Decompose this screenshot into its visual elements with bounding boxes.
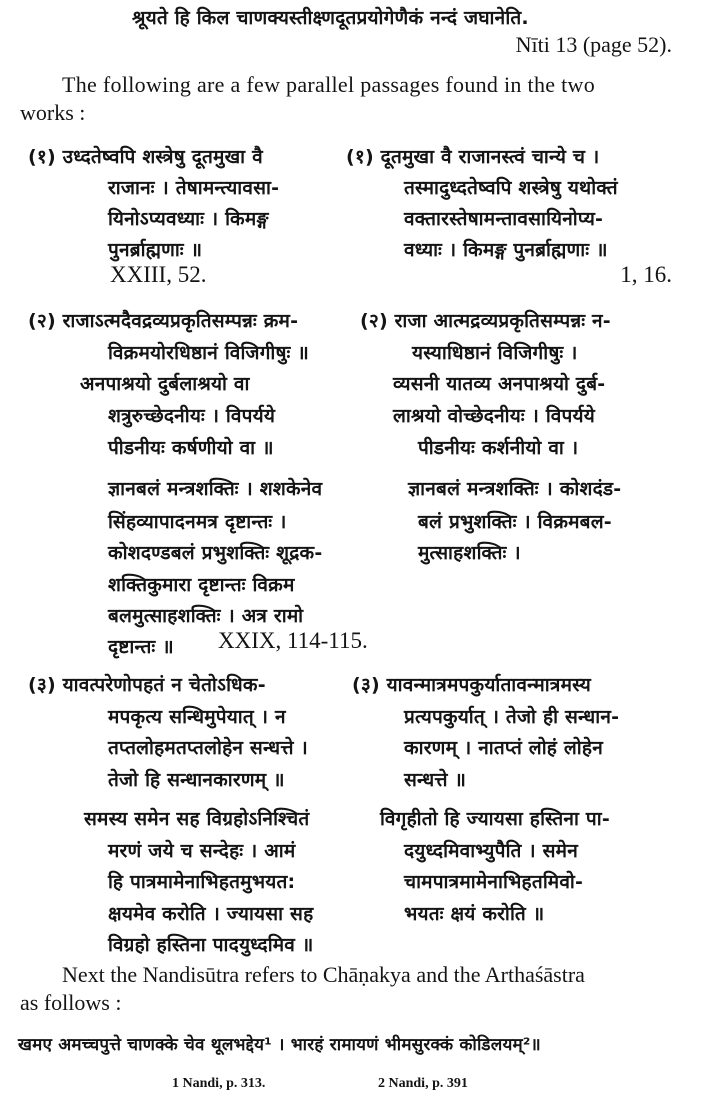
passage-2-right-line: व्यसनी यातव्य अनपाश्रयो दुर्ब-: [393, 373, 606, 395]
passage-3-left-line: तेजो हि सन्धानकारणम् ॥: [108, 769, 285, 791]
passage-1-right-line: (१) दूतमुखा वै राजानस्त्वं चान्ये च ।: [346, 146, 600, 168]
prakrit-quote: खमए अमच्चपुत्ते चाणक्के चेव थूलभद्देय¹ । भारहं रामायणं भीमसुरक्कं कोडिलयम्²॥: [18, 1035, 541, 1055]
passage-2-right-line: यस्याधिष्ठानं विजिगीषुः ।: [412, 342, 578, 364]
passage-3-left-line: तप्तलोहमतप्तलोहेन सन्धत्ते ।: [108, 737, 308, 759]
passage-2-left-line: ज्ञानबलं मन्त्रशक्तिः । शशकेनेव: [108, 478, 323, 500]
passage-2-right-line: बलं प्रभुशक्तिः । विक्रमबल-: [418, 511, 612, 533]
passage-1-left-line: यिनोऽप्यवध्याः । किमङ्ग: [108, 208, 269, 230]
passage-1-right-line: वक्तारस्तेषामन्तावसायिनोप्य-: [404, 208, 604, 230]
passage-2-right-line: पीडनीयः कर्शनीयो वा ।: [418, 437, 579, 459]
passage-2-right-line: लाश्रयो वोच्छेदनीयः । विपर्यये: [393, 405, 595, 427]
passage-2-left-line: शक्तिकुमारा दृष्टान्तः विक्रम: [108, 574, 295, 596]
passage-3-right-line: सन्धत्ते ॥: [404, 769, 467, 791]
intro-line-1: The following are a few parallel passages found in the two: [62, 72, 596, 97]
passage-3-right-line: प्रत्यपकुर्यात् । तेजो ही सन्धान-: [404, 706, 620, 728]
passage-3-left-line: मपकृत्य सन्धिमुपेयात् । न: [108, 706, 286, 728]
passage-2-left-line: बलमुत्साहशक्तिः । अत्र रामो: [108, 605, 304, 627]
passage-1-left-line: (१) उध्दतेष्वपि शस्त्रेषु दूतमुखा वै: [28, 146, 263, 168]
passage-2-left-line: विक्रमयोरधिष्ठानं विजिगीषुः ॥: [108, 342, 309, 364]
passage-3-right-line: भयतः क्षयं करोति ॥: [404, 903, 545, 925]
passage-1-left-reference: XXIII, 52.: [110, 262, 207, 287]
passage-2-right-line: (२) राजा आत्मद्रव्यप्रकृतिसम्पन्नः न-: [360, 310, 611, 332]
passage-3-left-line: समस्य समेन सह विग्रहोऽनिश्चितं: [84, 808, 310, 830]
passage-2-right-line: ज्ञानबलं मन्त्रशक्तिः । कोशदंड-: [408, 478, 622, 500]
opening-sanskrit-quote: श्रूयते हि किल चाणक्यस्तीक्ष्णदूतप्रयोगेणैकं नन्दं जघानेति.: [132, 7, 529, 29]
passage-2-left-line: पीडनीयः कर्षणीयो वा ॥: [108, 437, 274, 459]
next-paragraph-line-1: Next the Nandisūtra refers to Chāṇakya and the Arthaśāstra: [62, 962, 585, 987]
passage-1-right-line: वध्याः । किमङ्ग पुनर्ब्राह्मणाः ॥: [404, 239, 608, 261]
passage-3-left-line: (३) यावत्परेणोपहतं न चेतोऽधिक-: [28, 674, 266, 696]
passage-3-right-line: कारणम् । नातप्तं लोहं लोहेन: [404, 737, 603, 759]
passage-3-right-line: चामपात्रमामेनाभिहतमिवो-: [404, 871, 584, 893]
passage-2-right-line: मुत्साहशक्तिः ।: [418, 542, 521, 564]
footnote-2: 2 Nandi, p. 391: [378, 1076, 468, 1091]
passage-3-left-line: क्षयमेव करोति । ज्यायसा सह: [108, 903, 314, 925]
passage-3-right-line: दयुध्दमिवाभ्युपैति । समेन: [404, 840, 578, 862]
passage-3-right-line: (३) यावन्मात्रमपकुर्यातावन्मात्रमस्य: [352, 674, 591, 696]
passage-2-left-line: कोशदण्डबलं प्रभुशक्तिः शूद्रक-: [108, 542, 323, 564]
passage-1-left-line: राजानः । तेषामन्त्यावसा-: [108, 177, 280, 199]
passage-2-left-line: अनपाश्रयो दुर्बलाश्रयो वा: [80, 373, 250, 395]
passage-2-left-line: (२) राजाऽत्मदैवद्रव्यप्रकृतिसम्पन्नः क्रम-: [28, 310, 299, 332]
passage-3-right-line: विगृहीतो हि ज्यायसा हस्तिना पा-: [380, 808, 610, 830]
passage-2-left-line: दृष्टान्तः ॥: [108, 636, 174, 658]
passage-2-left-reference: XXIX, 114-115.: [218, 628, 368, 653]
intro-line-2: works :: [20, 100, 86, 125]
niti-reference: Nīti 13 (page 52).: [515, 32, 672, 57]
passage-3-left-line: हि पात्रमामेनाभिहतमुभयत:: [108, 871, 296, 893]
passage-2-left-line: शत्रुरुच्छेदनीयः । विपर्यये: [108, 405, 276, 427]
passage-1-left-line: पुनर्ब्राह्मणाः ॥: [108, 239, 203, 261]
passage-2-left-line: सिंहव्यापादनमत्र दृष्टान्तः ।: [108, 511, 287, 533]
passage-1-right-reference: 1, 16.: [620, 262, 672, 287]
next-paragraph-line-2: as follows :: [20, 990, 122, 1015]
footnote-1: 1 Nandi, p. 313.: [172, 1076, 266, 1091]
passage-3-left-line: विग्रहो हस्तिना पादयुध्दमिव ॥: [108, 934, 314, 956]
passage-3-left-line: मरणं जये च सन्देहः । आमं: [108, 840, 296, 862]
passage-1-right-line: तस्मादुध्दतेष्वपि शस्त्रेषु यथोक्तं: [404, 177, 618, 199]
